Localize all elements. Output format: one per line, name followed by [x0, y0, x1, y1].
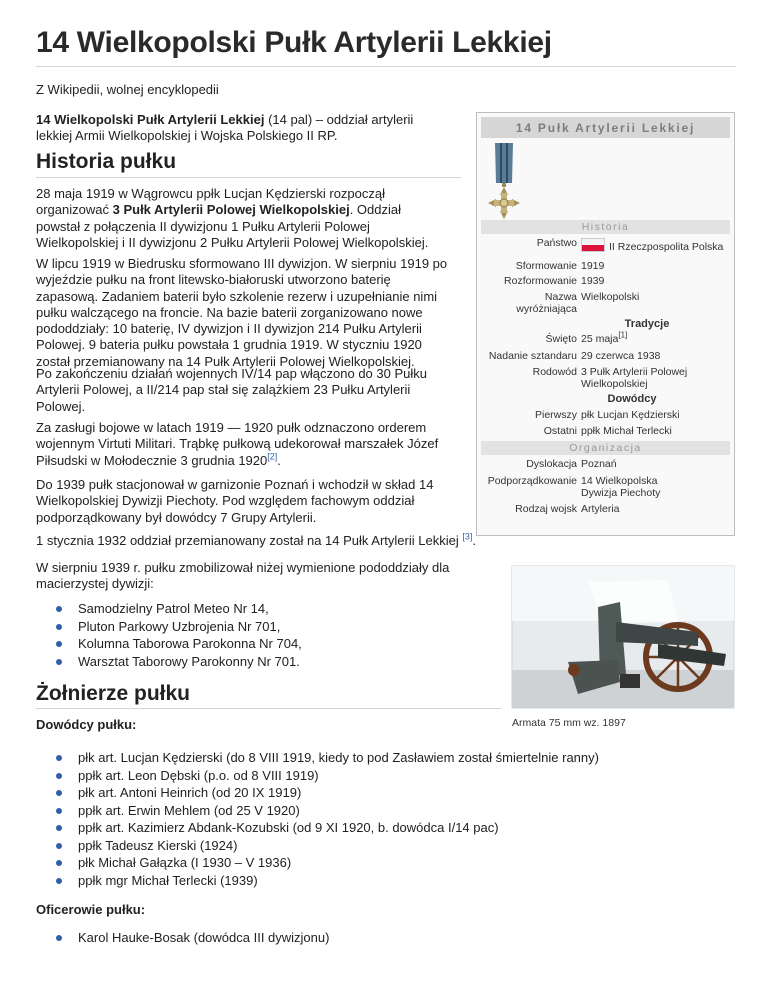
infobox-value-state: II Rzeczpospolita Polska: [581, 238, 731, 254]
history-paragraph-2: W lipcu 1919 w Biedrusku sformowano III dywizjon. W sierpniu 1919 po wyjeździe pułku na front litewsko-białoruski utworzono baterię zapasową. Zadaniem baterii było szkolenie rezerw i uzupełnianie nimi pułku walczącego na froncie. Na bazie baterii zorganizowano nowe pododdziały: 10 baterię, IV dywizjon i II dywizjon 214 Pułku Artylerii Polowej. 9 bateria pułku powstała 1 grudnia 1919. W styczniu 1920 został przemianowany na 14 Pułk Artylerii Polowej Wielkopolskiej.: [36, 256, 448, 369]
infobox-value: 29 czerwca 1938: [581, 350, 661, 362]
infobox-value[interactable]: 3 Pułk Artylerii Polowej Wielkopolskiej: [581, 366, 688, 390]
infobox-value[interactable]: 14 Wielkopolska Dywizja Piechoty: [581, 475, 661, 499]
infobox-label: Ostatni: [543, 425, 577, 437]
infobox-header: [481, 117, 730, 138]
soldiers-divider: [36, 708, 501, 709]
infobox-label: Nadanie sztandaru: [488, 350, 577, 362]
infobox: [476, 112, 735, 536]
title-divider: [36, 66, 736, 67]
virtuti-militari-medal-icon: [481, 143, 541, 223]
infobox-value[interactable]: Artyleria: [581, 503, 620, 515]
history-paragraph-4: Za zasługi bojowe w latach 1919 — 1920 pułk odznaczono orderem wojennym Virtuti Militari. Trąbkę pułkową udekorował marszałek Józef Piłsudski w Mołodecznie 3 grudnia 1920[2].: [36, 420, 439, 468]
officers-heading: Oficerowie pułku:: [36, 902, 146, 917]
infobox-label: Święto: [545, 333, 577, 345]
soldiers-heading: Żołnierze pułku: [36, 682, 191, 705]
list-item: ppłk art. Erwin Mehlem (od 25 V 1920): [56, 802, 599, 820]
history-paragraph-1: 28 maja 1919 w Wągrowcu ppłk Lucjan Kędzierski rozpoczął organizować 3 Pułk Artylerii Polowej Wielkopolskiej. Oddział powstał z połączenia II dywizjonu 1 Pułku Artylerii Polowej Wielkopolskiej i II dywizjonu 2 Pułku Artylerii Polowej Wielkopolskiej.: [36, 186, 429, 250]
history-paragraph-6: 1 stycznia 1932 oddział przemianowany został na 14 Pułk Artylerii Lekkiej [3].: [36, 531, 476, 548]
intro-bold-name: 14 Wielkopolski Pułk Artylerii Lekkiej: [36, 112, 265, 127]
page-title: 14 Wielkopolski Pułk Artylerii Lekkiej: [36, 26, 552, 59]
intro-paragraph: 14 Wielkopolski Pułk Artylerii Lekkiej (14 pal) – oddział artylerii lekkiej Armii Wielkopolskiej i Wojska Polskiego II RP.: [36, 112, 414, 144]
officers-list: [56, 929, 329, 947]
infobox-value: płk Lucjan Kędzierski: [581, 409, 680, 421]
poland-flag-icon: [581, 238, 605, 252]
reference-link[interactable]: [2]: [267, 451, 278, 462]
list-item: ppłk art. Kazimierz Abdank-Kozubski (od 9 XI 1920, b. dowódca I/14 pac): [56, 819, 599, 837]
figure-caption: Armata 75 mm wz. 1897: [512, 717, 626, 729]
list-item: Kolumna Taborowa Parokonna Nr 704,: [56, 635, 302, 653]
history-divider: [36, 177, 461, 178]
infobox-value: 25 maja[1]: [581, 330, 628, 345]
list-item: ppłk art. Leon Dębski (p.o. od 8 VIII 1919): [56, 767, 599, 785]
infobox-section-history: Historia: [481, 220, 730, 234]
infobox-label: Państwo: [536, 237, 577, 249]
list-item: ppłk mgr Michał Terlecki (1939): [56, 872, 599, 890]
infobox-label: Sformowanie: [515, 260, 577, 272]
infobox-section-organization: Organizacja: [481, 441, 730, 455]
list-item: płk Michał Gałązka (I 1930 – V 1936): [56, 854, 599, 872]
history-paragraph-5: Do 1939 pułk stacjonował w garnizonie Poznań i wchodził w skład 14 Wielkopolskiej Dywizji Piechoty. Pod względem fachowym oddział podporządkowany był dowódcy 7 Grupy Artylerii.: [36, 477, 434, 525]
list-item: ppłk Tadeusz Kierski (1924): [56, 837, 599, 855]
infobox-value: ppłk Michał Terlecki: [581, 425, 672, 437]
reference-link[interactable]: [3]: [462, 531, 473, 542]
infobox-value: 1939: [581, 275, 605, 287]
infobox-value[interactable]: Poznań: [581, 458, 617, 470]
infobox-subheading-commanders: Dowódcy: [607, 393, 657, 405]
list-item: Pluton Parkowy Uzbrojenia Nr 701,: [56, 618, 302, 636]
commanders-list: [56, 749, 599, 889]
commanders-heading: Dowódcy pułku:: [36, 717, 137, 732]
infobox-label: Podporządkowanie: [487, 475, 577, 487]
units-list: [56, 600, 302, 670]
infobox-title: 14 Pułk Artylerii Lekkiej: [515, 121, 696, 135]
infobox-label: Rodowód: [532, 366, 577, 378]
history-paragraph-3: Po zakończeniu działań wojennych IV/14 pap włączono do 30 Pułku Artylerii Polowej, a II/214 pap stał się zalążkiem 23 Pułku Artylerii Polowej.: [36, 366, 427, 414]
list-item: Warsztat Taborowy Parokonny Nr 701.: [56, 653, 302, 671]
infobox-value: 1919: [581, 260, 605, 272]
list-item: płk art. Antoni Heinrich (od 20 IX 1919): [56, 784, 599, 802]
reference-link[interactable]: [1]: [618, 330, 628, 340]
infobox-value: Wielkopolski: [581, 291, 640, 303]
list-item: płk art. Lucjan Kędzierski (do 8 VIII 1919, kiedy to pod Zasławiem został śmiertelnie ranny): [56, 749, 599, 767]
infobox-subheading-traditions: Tradycje: [624, 318, 670, 330]
infobox-label: Nazwa wyróżniająca: [516, 291, 577, 315]
cannon-photo[interactable]: [508, 562, 736, 740]
infobox-label: Rozformowanie: [504, 275, 577, 287]
infobox-label: Rodzaj wojsk: [515, 503, 577, 515]
list-item: Samodzielny Patrol Meteo Nr 14,: [56, 600, 302, 618]
history-heading: Historia pułku: [36, 150, 177, 173]
infobox-label: Dyslokacja: [526, 458, 577, 470]
infobox-label: Pierwszy: [534, 409, 577, 421]
list-item: Karol Hauke-Bosak (dowódca III dywizjonu): [56, 929, 329, 947]
site-subtitle: Z Wikipedii, wolnej encyklopedii: [36, 82, 219, 97]
history-paragraph-7: W sierpniu 1939 r. pułku zmobilizował niżej wymienione pododdziały dla macierzystej dywizji:: [36, 560, 450, 592]
